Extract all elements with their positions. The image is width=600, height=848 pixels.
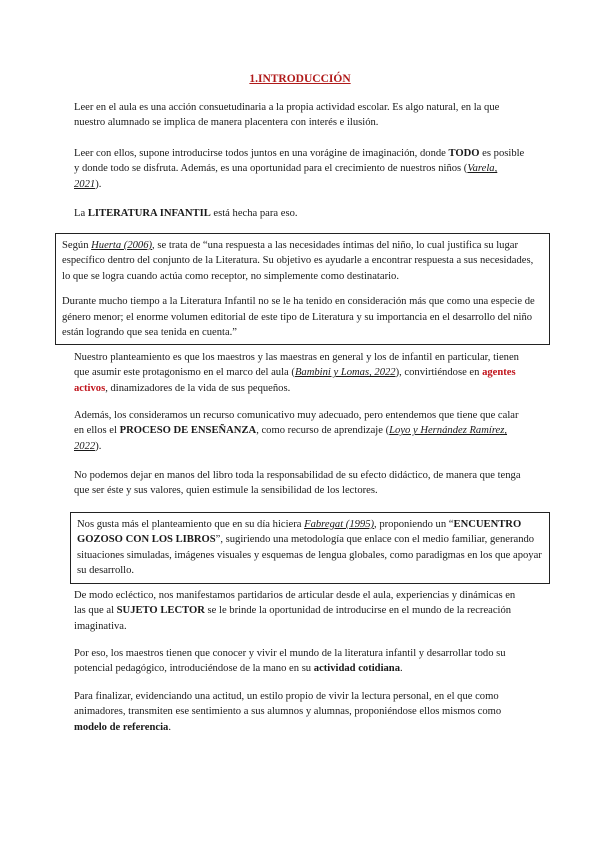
text-span: .	[168, 721, 171, 733]
text-span: De modo ecléctico, nos manifestamos partidarios de articular desde el aula, experiencias y dinámicas en las que al	[74, 590, 516, 617]
bold-term: TODO	[448, 148, 480, 159]
paragraph-3	[74, 206, 526, 221]
text-span: .	[400, 663, 403, 675]
text-span: es posible y donde todo se disfruta. Además, es una oportunidad para el crecimiento de nuestros niños (	[74, 148, 525, 175]
text-span: , dinamizadores de la vida de sus pequeños.	[105, 382, 291, 394]
citation-link[interactable]: Bambini y Lomas, 2022	[294, 367, 396, 379]
text-span: La	[74, 208, 88, 219]
quote-box-fabregat	[70, 512, 550, 584]
paragraph-1	[74, 100, 526, 131]
text-span: ”, sugiriendo una metodología que enlace con el medio familiar, generando situaciones simuladas, imágenes visuales y esquemas de lengua globales, como paradigmas en los que apoyar su desarrollo.	[77, 534, 542, 577]
quote-paragraph-1	[62, 238, 543, 284]
text-span: Leer con ellos, supone introducirse todos juntos en una vorágine de imaginación, donde	[74, 148, 449, 159]
text-span: Nos gusta más el planteamiento que en su día hiciera	[77, 519, 305, 530]
text-span: Para finalizar, evidenciando una actitud, un estilo propio de vivir la lectura personal, en el que como animadores, transmiten ese sentimiento a sus alumnos y alumnas, proponiéndose ellos mismos como	[74, 691, 502, 718]
text-span: Además, los consideramos un recurso comunicativo muy adecuado, pero entendemos que tiene que calar en ellos el	[74, 410, 519, 437]
paragraph-7	[74, 588, 526, 634]
text-span: se le brinde la oportunidad de introducirse en el mundo de la recreación imaginativa.	[74, 605, 512, 632]
bold-term: LITERATURA INFANTIL	[87, 208, 211, 219]
paragraph-2	[74, 146, 526, 192]
text-span: ), convirtiéndose en	[395, 367, 483, 379]
citation-link[interactable]: Huerta (2006)	[91, 240, 153, 251]
paragraph-6-text: No podemos dejar en manos del libro toda la responsabilidad de su efecto didáctico, de manera que tenga que ser éste y sus valores, quien estimule la sensibilidad de los lectores.	[74, 470, 521, 497]
text-span: Por eso, los maestros tienen que conocer y vivir el mundo de la literatura infantil y desarrollar todo su potencial pedagógico, introduciéndose de la mano en su	[74, 648, 506, 675]
bold-term: PROCESO DE ENSEÑANZA	[119, 425, 257, 437]
citation-link[interactable]: Fabregat (1995)	[304, 519, 375, 530]
citation-link[interactable]: Loyo y Hernández Ramírez, 2022	[74, 425, 508, 452]
paragraph-1-text: Leer en el aula es una acción consuetudinaria a la propia actividad escolar. Es algo natural, en la que nuestro alumnado se implica de manera placentera con interés e ilusión.	[74, 102, 500, 129]
citation-link[interactable]: Varela, 2021	[74, 163, 498, 190]
bold-term: SUJETO LECTOR	[116, 605, 205, 617]
highlighted-term: agentes activos	[74, 367, 516, 394]
bold-term: actividad cotidiana	[313, 663, 400, 675]
quote-paragraph-2: Durante mucho tiempo a la Literatura Infantil no se le ha tenido en consideración más que como una especie de género menor; el enorme volumen editorial de este tipo de Literatura y su importancia en el desarrollo del niño están logrando que sea tenida en cuenta.”	[62, 296, 535, 339]
bold-term: modelo de referencia	[74, 721, 169, 733]
text-span: , proponiendo un “	[374, 519, 454, 530]
text-span: ).	[95, 178, 102, 190]
text-span: , como recurso de aprendizaje (	[256, 425, 390, 437]
text-span: está hecha para eso.	[210, 208, 298, 219]
paragraph-9	[74, 689, 526, 735]
section-title: 1.INTRODUCCIÓN	[249, 73, 351, 85]
text-span: Según	[62, 240, 92, 251]
paragraph-4	[74, 350, 526, 396]
paragraph-5	[74, 408, 526, 454]
text-span: , se trata de “una respuesta a las necesidades íntimas del niño, lo cual justifica su lugar específico dentro del conjunto de la Literatura. Su objetivo es ayudarle a encontrar respuesta a sus necesidades, lo que se logra cuando actúa como receptor, no simplemente como destinatario.	[62, 240, 534, 282]
text-span: ).	[95, 440, 102, 452]
quote-paragraph	[77, 517, 543, 579]
quote-box-huerta	[55, 233, 550, 345]
paragraph-8	[74, 646, 526, 677]
text-span: Nuestro planteamiento es que los maestros y las maestras en general y los de infantil en particular, tienen que asumir este protagonismo en el marco del aula (	[74, 352, 519, 379]
paragraph-6	[74, 468, 526, 499]
bold-term: ENCUENTRO GOZOSO CON LOS LIBROS	[77, 519, 522, 546]
